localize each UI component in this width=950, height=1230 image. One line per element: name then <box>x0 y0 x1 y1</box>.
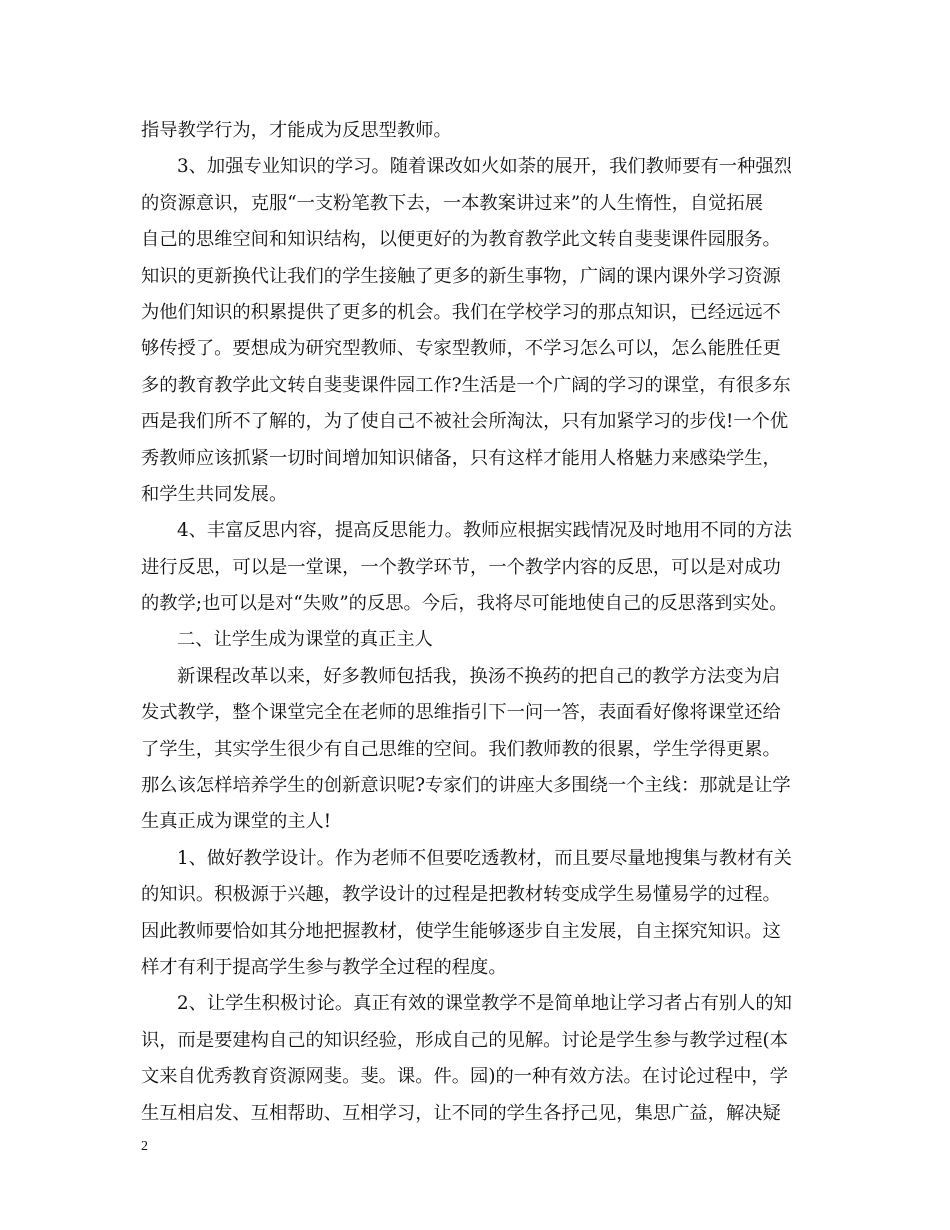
text-line: 知识的更新换代让我们的学生接触了更多的新生事物，广阔的课内课外学习资源 <box>141 265 781 287</box>
text-line: 的资源意识，克服“一支粉笔教下去，一本教案讲过来”的人生惰性，自觉拓展 <box>141 192 763 214</box>
text-line: 那么该怎样培养学生的创新意识呢?专家们的讲座大多围绕一个主线：那就是让学 <box>141 775 791 797</box>
text-line: 新课程改革以来，好多教师包括我，换汤不换药的把自己的教学方法变为启 <box>177 665 781 687</box>
text-line: 3、加强专业知识的学习。随着课改如火如荼的展开，我们教师要有一种强烈 <box>177 156 792 178</box>
text-line: 指导教学行为，才能成为反思型教师。 <box>141 120 452 141</box>
text-line: 多的教育教学此文转自斐斐课件园工作?生活是一个广阔的学习的课堂，有很多东 <box>141 374 791 396</box>
document-body <box>141 113 805 1132</box>
text-line: 进行反思，可以是一堂课，一个教学环节，一个教学内容的反思，可以是对成功 <box>141 556 781 578</box>
text-line: 发式教学，整个课堂完全在老师的思维指引下一问一答，表面看好像将课堂还给 <box>141 702 781 724</box>
text-line: 生互相启发、互相帮助、互相学习，让不同的学生各抒己见，集思广益，解决疑 <box>141 1102 781 1124</box>
text-line: 4、丰富反思内容，提高反思能力。教师应根据实践情况及时地用不同的方法 <box>177 520 792 542</box>
text-line: 为他们知识的积累提供了更多的机会。我们在学校学习的那点知识，已经远远不 <box>141 301 781 323</box>
text-line: 秀教师应该抓紧一切时间增加知识储备，只有这样才能用人格魅力来感染学生， <box>141 447 781 469</box>
text-line: 2、让学生积极讨论。真正有效的课堂教学不是简单地让学习者占有别人的知 <box>177 993 792 1015</box>
text-line: 西是我们所不了解的，为了使自己不被社会所淘汰，只有加紧学习的步伐!一个优 <box>141 411 789 433</box>
text-line: 文来自优秀教育资源网斐。斐。课。件。园)的一种有效方法。在讨论过程中，学 <box>141 1066 788 1088</box>
text-line: 1、做好教学设计。作为老师不但要吃透教材，而且要尽量地搜集与教材有关 <box>177 847 792 869</box>
section-heading: 二、让学生成为课堂的真正主人 <box>177 629 433 651</box>
text-line: 因此教师要恰如其分地把握教材，使学生能够逐步自主发展，自主探究知识。这 <box>141 920 781 942</box>
text-line: 够传授了。要想成为研究型教师、专家型教师，不学习怎么可以，怎么能胜任更 <box>141 338 781 360</box>
text-line: 和学生共同发展。 <box>141 483 288 505</box>
text-line: 了学生，其实学生很少有自己思维的空间。我们教师教的很累，学生学得更累。 <box>141 738 781 760</box>
text-line: 生真正成为课堂的主人! <box>141 811 332 833</box>
text-line: 样才有利于提高学生参与教学全过程的程度。 <box>141 956 507 978</box>
page-number: 2 <box>141 1139 148 1154</box>
text-line: 的知识。积极源于兴趣，教学设计的过程是把教材转变成学生易懂易学的过程。 <box>141 884 781 906</box>
text-line: 自己的思维空间和知识结构，以便更好的为教育教学此文转自斐斐课件园服务。 <box>141 229 781 251</box>
text-line: 的教学;也可以是对“失败”的反思。今后，我将尽可能地使自己的反思落到实处。 <box>141 593 788 615</box>
text-line: 识，而是要建构自己的知识经验，形成自己的见解。讨论是学生参与教学过程(本 <box>141 1029 788 1051</box>
